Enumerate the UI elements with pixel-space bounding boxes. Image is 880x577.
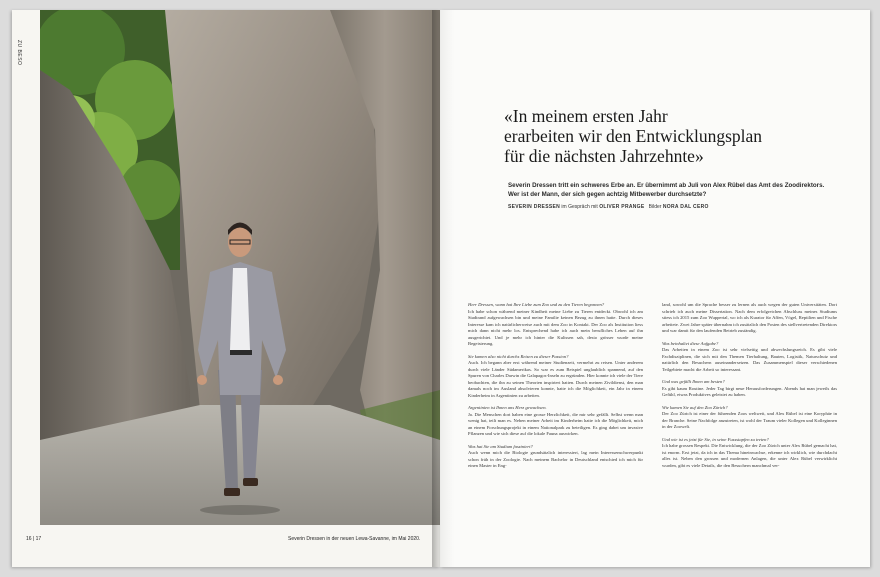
answer: Ich habe grossen Respekt. Die Entwicklung, die der Zoo Zürich unter Alex Rübel gemacht hat, ist enorm. Erst jetzt, da ich in das Thema hineinwachse, erkenne ich wirklich, wie durchdacht alles ist. Neben den grossen und modernen Anlagen, die unter Alex Rübel verwirklicht wurden, gibt es viele Details, die den Besuchern manchmal ver-: [662, 443, 837, 468]
standfirst: Severin Dressen tritt ein schweres Erbe an. Er übernimmt ab Juli von Alex Rübel das Amt des Zoodirektors. Wer ist der Mann, der sich gegen achtzig Mitbewerber durchsetzte?: [508, 182, 825, 198]
text-column-2: [662, 302, 837, 475]
paragraph: [662, 437, 837, 470]
headline: [504, 106, 834, 166]
question: Was hat Sie am Studium fasziniert?: [468, 443, 533, 449]
byline-mid: im Gespräch mit: [560, 204, 600, 210]
section-label: ZU BESO: [16, 40, 22, 66]
paragraph: [662, 302, 837, 335]
answer: Ich habe schon während meiner Kindheit meine Liebe zu Tieren entdeckt. Obwohl ich am Stadtrand aufgewachsen bin und meine Familie keinen Bezug zu ihnen hatte. Durch dieses Interesse kam ich natürlicherweise auch mit dem Zoo in Kontakt. Der Zoo als Institution liess mich dann nicht mehr los. Entsprechend habe ich auch mein berufliches Leben auf ihn ausgerichtet. Und je mehr ich hinter die Kulissen sah, desto grösser wurde meine Begeisterung.: [468, 308, 643, 346]
question: Was beinhaltet diese Aufgabe?: [662, 340, 719, 346]
byline: [508, 204, 828, 210]
paragraph: [468, 302, 643, 348]
right-page: [440, 10, 870, 567]
photo-caption: Severin Dressen in der neuen Lewa-Savanne, im Mai 2020.: [288, 536, 421, 542]
headline-line-3: für die nächsten Jahrzehnte»: [504, 146, 704, 166]
byline-author: OLIVER PRANGE: [599, 204, 645, 210]
paragraph: [468, 405, 643, 438]
question: Und wie ist es jetzt für Sie, in seine Fussstapfen zu treten?: [662, 436, 769, 442]
answer: Der Zoo Zürich ist einer der führenden Zoos weltweit, und Alex Rübel ist eine Koryphäe in der Branche. Seine Nachfolge anzutreten, ist wohl der Traum vieler Kollegen und Kolleginnen in der Zoowelt.: [662, 411, 837, 429]
question: Wie kamen Sie auf den Zoo Zürich?: [662, 404, 728, 410]
paragraph: [662, 405, 837, 431]
headline-line-2: erarbeiten wir den Entwicklungsplan: [504, 126, 763, 146]
question: Herr Dressen, wann hat Ihre Liebe zum Zoo und zu den Tieren begonnen?: [468, 302, 605, 307]
byline-photographer: NORA DAL CERO: [662, 204, 709, 210]
left-page: [12, 10, 440, 567]
paragraph: [662, 341, 837, 374]
question: Argentinien ist Ihnen ans Herz gewachsen.: [468, 405, 547, 410]
answer: Es gibt kaum Routine. Jeder Tag birgt neue Herausforderungen. Abends hat man jeweils das Gefühl, etwas Produktives geleistet zu haben.: [662, 385, 837, 397]
byline-photo-prefix: Bilder: [648, 204, 663, 210]
answer: Auch wenn mich die Biologie grundsätzlich interessiert, lag mein Interessenschwerpunkt schon früh in der Zoologie. Nach meinem Bachelor in Deutschland entschied ich mich für einen Master in Eng-: [468, 450, 643, 468]
answer: Das Arbeiten in einem Zoo ist sehr vielseitig und abwechslungsreich. Es gibt viele Fachdisziplinen, die sich mit den Themen Tierhaltung, Bauten, Logistik, Naturschutz und natürlich den Besuchern auseinandersetzen. Das Zusammenspiel dieser verschiedenen Teilgebiete macht die Arbeit so interessant.: [662, 347, 837, 372]
headline-line-1: «In meinem ersten Jahr: [504, 106, 668, 126]
paragraph: [662, 379, 837, 399]
question: Und was gefällt Ihnen am besten?: [662, 379, 725, 384]
answer: land, sowohl um die Sprache besser zu lernen als auch wegen der guten Universitäten. Dort schrieb ich auch meine Dissertation. Nach dem erfolgreichen Abschluss meines Studiums stiess ich 2015 zum Zoo Wuppertal, wo ich als Kurator für Affen, Vögel, Reptilien und Fische arbeitete. Zwei Jahre später übernahm ich zusätzlich den Posten des stellvertretenden Direktors und war damit für den laufenden Betrieb zuständig.: [662, 302, 838, 333]
page-numbers: 16 | 17: [26, 536, 42, 542]
answer: Ja. Die Menschen dort haben eine grosse Herzlichkeit, die mir sehr gefällt. Selbst wenn man wenig hat, teilt man es. Neben meiner Arbeit im Kinderheim hatte ich die Möglichkeit, mich an einem Forschungsprojekt in einem Nationalpark zu beteiligen. Es ging dabei um invasive Pflanzen und wie sich diese auf die lokale Fauna auswirken.: [468, 411, 643, 436]
byline-subject: SEVERIN DRESSEN: [508, 204, 561, 210]
text-column-1: [468, 302, 643, 476]
portrait-photo: [40, 10, 440, 525]
question: Sie kamen also nicht durchs Reisen zu dieser Passion?: [468, 353, 569, 359]
paragraph: [468, 354, 643, 400]
paragraph: [468, 444, 643, 470]
answer: Auch. Ich begann aber erst während meiner Studienzeit, vermehrt zu reisen. Unter anderem durch viele Länder Südamerikas. So war es zum Beispiel unglaublich spannend, auf den Spuren von Charles Darwin die Galapagos-Inseln zu ergründen. Hier konnte ich viele der Tiere beobachten, die ihn zu seinen Theorien inspiriert hatten. Durch meinen Zivildienst, den man damals noch im Ausland absolvieren konnte, hatte ich die Möglichkeit, ein Jahr in einem Kinderheim in Argentinien zu arbeiten.: [468, 360, 643, 398]
